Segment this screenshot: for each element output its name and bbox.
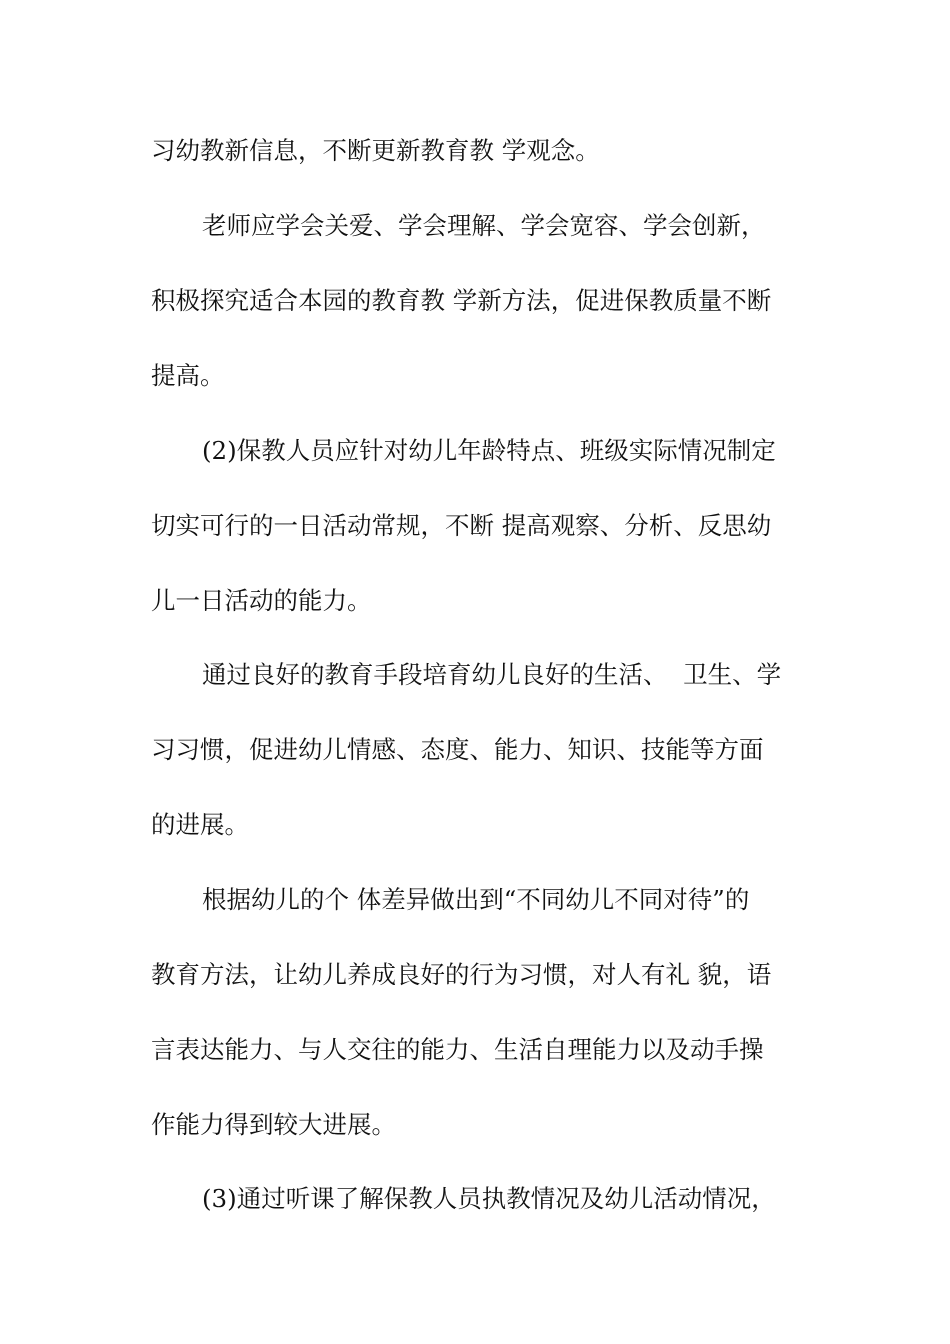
- text-line-13: 言表达能力、与人交往的能力、生活自理能力以及动手操: [151, 1035, 764, 1064]
- text-line-1: 习幼教新信息，不断更新教育教 学观念。: [151, 136, 600, 165]
- text-line-12: 教育方法，让幼儿养成良好的行为习惯，对人有礼 貌，语: [151, 960, 772, 989]
- text-line-10: 的进展。: [151, 810, 249, 839]
- text-line-5: (2)保教人员应针对幼儿年龄特点、班级实际情况制定: [202, 436, 776, 465]
- text-line-8: 通过良好的教育手段培育幼儿良好的生活、 卫生、学: [202, 660, 782, 689]
- text-line-2: 老师应学会关爱、学会理解、学会宽容、学会创新，: [202, 211, 766, 240]
- text-line-6: 切实可行的一日活动常规，不断 提高观察、分析、反思幼: [151, 511, 772, 540]
- text-line-15: (3)通过听课了解保教人员执教情况及幼儿活动情况，: [202, 1184, 776, 1213]
- text-line-14: 作能力得到较大进展。: [151, 1110, 396, 1139]
- text-line-9: 习习惯，促进幼儿情感、态度、能力、知识、技能等方面: [151, 735, 764, 764]
- text-line-3: 积极探究适合本园的教育教 学新方法，促进保教质量不断: [151, 286, 772, 315]
- text-line-4: 提高。: [151, 361, 225, 390]
- text-line-11: 根据幼儿的个 体差异做出到“不同幼儿不同对待”的: [202, 885, 750, 914]
- text-line-7: 儿一日活动的能力。: [151, 586, 372, 615]
